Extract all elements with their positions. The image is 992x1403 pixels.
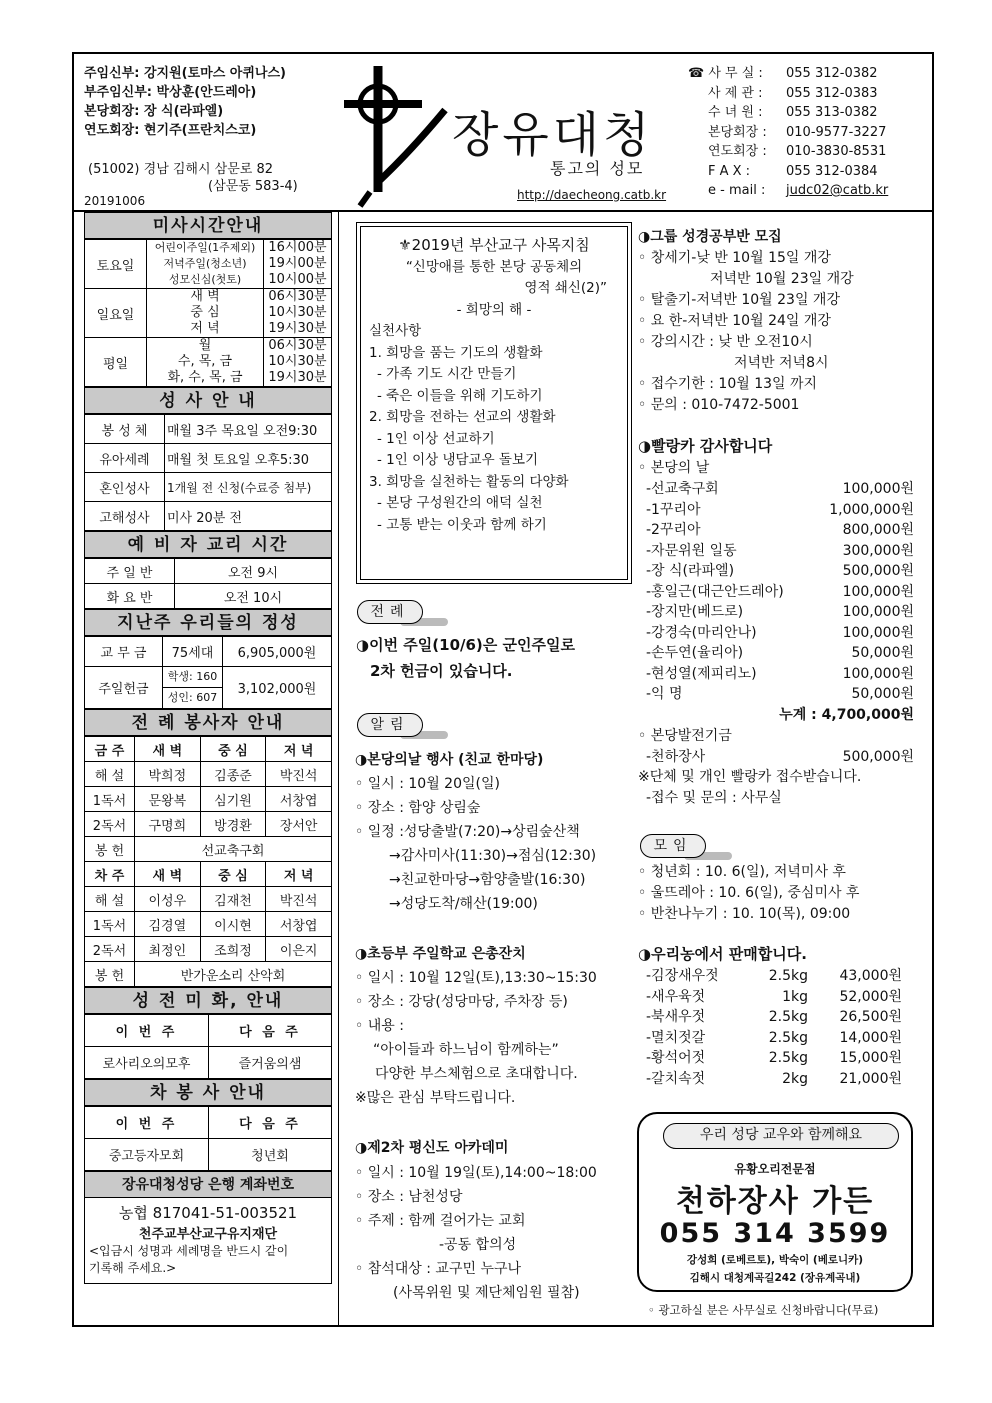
volunteer: 김재천 <box>200 887 266 912</box>
practice-item: 3. 희망을 실천하는 활동의 다양화 <box>369 473 569 490</box>
donation-amount: 100,000원 <box>842 624 914 641</box>
contact-value: 055 313-0382 <box>786 105 878 120</box>
notice-line: ◦ 일시 : 10월 20일(일) <box>355 776 500 792</box>
military-sunday-notice: 2차 헌금이 있습니다. <box>370 662 513 680</box>
email-link[interactable]: judc02@catb.kr <box>786 183 889 198</box>
donation-row <box>638 561 914 582</box>
meeting-line: ◦ 반찬나누기 : 10. 10(목), 09:00 <box>638 906 851 922</box>
practice-item: - 본당 구성원간의 애덕 실천 <box>377 495 543 511</box>
sacrament-value: 매월 3주 목요일 오전9:30 <box>165 415 332 444</box>
notice-line: 다양한 부스체험으로 초대합니다. <box>375 1066 578 1082</box>
contact-value: 055 312-0383 <box>786 85 878 101</box>
notice-line: ◦ 탈출기-저녁반 10월 23일 개강 <box>638 292 840 308</box>
product-weight: 2.5kg <box>768 1009 808 1025</box>
col-header: 저 녁 <box>266 862 332 887</box>
liturgy-tag: 전례 <box>357 600 423 624</box>
farm-item <box>638 966 908 987</box>
donor: -자문위원 일동 <box>646 542 737 559</box>
practice-item: - 1인 이상 선교하기 <box>377 430 495 447</box>
pastoral-heading <box>369 235 619 257</box>
mass-day: 평일 <box>85 338 147 387</box>
mass-name: 저녁주일(청소년) <box>163 257 247 270</box>
flowers-title: 성 전 미 화, 안내 <box>84 987 332 1014</box>
mass-time: 16시00분 <box>268 240 327 255</box>
donor: -홍일근(대근안드레아) <box>646 583 784 600</box>
fund-subtitle: ◦ 본당발전기금 <box>638 727 732 744</box>
product-name: -북새우젓 <box>646 1009 706 1025</box>
notice-line: (사목위원 및 제단체임원 필참) <box>393 1285 580 1301</box>
week-label: 차 주 <box>85 862 135 887</box>
notice-line: 저녁반 저녁8시 <box>734 355 829 371</box>
contact-label: ☎ 사 무 실 : <box>688 66 763 81</box>
pastor-line: 부주임신부: 박상훈(안드레아) <box>84 85 257 100</box>
farm-item <box>638 1048 908 1069</box>
notice-line: ◦ 일시 : 10월 19일(토),14:00~18:00 <box>355 1165 597 1181</box>
product-name: -황석어젓 <box>646 1050 706 1066</box>
military-sunday-notice: ◑이번 주일(10/6)은 군인주일로 <box>356 636 575 654</box>
ad-owners: 강성희 (로베르토), 박숙이 (베로니카) <box>686 1254 864 1266</box>
flowers-table <box>84 1014 332 1079</box>
product-weight: 2.5kg <box>768 1029 808 1046</box>
donation-amount: 500,000원 <box>842 563 914 579</box>
sacrament-table <box>84 414 332 531</box>
mass-time: 19시00분 <box>268 256 327 271</box>
column-divider <box>338 210 339 1327</box>
notice-line: ◦ 문의 : 010-7472-5001 <box>638 397 800 413</box>
parking-title: 차 봉 사 안내 <box>84 1079 332 1106</box>
farm-item <box>638 1069 908 1090</box>
role-label: 해 설 <box>85 762 135 787</box>
practice-item: - 가족 기도 시간 만들기 <box>377 366 517 382</box>
volunteer: 문왕복 <box>135 787 201 812</box>
mass-time: 10시30분 <box>268 354 327 369</box>
role-label: 해 설 <box>85 887 135 912</box>
donation-section <box>638 434 914 809</box>
donor: -2꾸리아 <box>646 522 701 538</box>
donation-total: 누계 : 4,700,000원 <box>779 706 914 723</box>
notice-title: ◑초등부 주일학교 은총잔치 <box>355 946 526 962</box>
donation-subtitle: ◦ 본당의 날 <box>638 460 710 476</box>
bank-title: 장유대청성당 은행 계좌번호 <box>84 1171 332 1198</box>
student-count: 학생: 160 <box>163 667 222 688</box>
practice-item: 2. 희망을 전하는 선교의 생활화 <box>369 409 556 425</box>
advertisement-box <box>637 1112 913 1292</box>
col-header: 새 벽 <box>135 737 201 762</box>
mass-title: 미사시간안내 <box>84 212 332 239</box>
contact-values <box>786 64 888 201</box>
donor: -현성열(제피리노) <box>646 665 757 682</box>
product-price: 52,000원 <box>839 988 902 1005</box>
volunteer: 이성우 <box>135 887 201 912</box>
notice-line: 저녁반 10월 23일 개강 <box>710 271 854 287</box>
ad-note: ◦ 광고하실 분은 사무실로 신청바랍니다(무료) <box>648 1303 879 1317</box>
this-week-header: 이 번 주 <box>85 1107 209 1139</box>
volunteer: 박진석 <box>266 887 332 912</box>
ad-type: 유황오리전문점 <box>734 1162 816 1176</box>
donation-amount: 50,000원 <box>851 686 914 702</box>
role-label: 2독서 <box>85 937 135 962</box>
mass-name: 성모신심(첫토) <box>168 273 242 286</box>
bank-account: 농협 817041-51-003521 <box>118 1204 298 1222</box>
offertory-group: 반가운소리 산악회 <box>135 962 332 987</box>
donation-row <box>638 684 914 705</box>
liturgy-table <box>84 736 332 987</box>
role-label: 1독서 <box>85 787 135 812</box>
meeting-line: ◦ 청년회 : 10. 6(일), 저녁미사 후 <box>638 864 846 880</box>
donation-row <box>638 602 914 623</box>
mass-name: 수, 목, 금 <box>177 354 233 369</box>
notice-line: ◦ 강의시간 : 낮 반 오전10시 <box>638 334 813 350</box>
product-price: 43,000원 <box>839 968 902 984</box>
volunteer: 최정인 <box>135 937 201 962</box>
sacrament-value: 1개월 전 신청(수료증 첨부) <box>165 473 332 502</box>
practice-item: - 1인 이상 냉담교우 돌보기 <box>377 452 539 468</box>
catechumen-title: 예 비 자 교리 시간 <box>84 531 332 558</box>
practice-item: - 죽은 이들을 위해 기도하기 <box>377 387 543 404</box>
donation-row <box>638 747 914 768</box>
sunday-offering-label: 주일헌금 <box>85 667 163 709</box>
tithe-count: 75세대 <box>163 637 223 667</box>
ad-address: 김해시 대청계곡길242 (장유계곡내) <box>689 1272 861 1284</box>
class-label: 화 요 반 <box>85 584 175 609</box>
col-header: 새 벽 <box>135 862 201 887</box>
parking-table <box>84 1106 332 1171</box>
product-price: 21,000원 <box>839 1070 902 1087</box>
donor: -장 식(라파엘) <box>646 563 735 579</box>
product-weight: 2.5kg <box>768 968 808 984</box>
contact-labels <box>688 64 767 201</box>
donor: -강경숙(마리안나) <box>646 624 757 641</box>
donor: -익 명 <box>646 686 683 702</box>
volunteer: 조희정 <box>200 937 266 962</box>
meeting-line: ◦ 울뜨레아 : 10. 6(일), 중심미사 후 <box>638 885 860 901</box>
contact-label: 연도회장 : <box>708 144 767 159</box>
donation-row <box>638 500 914 521</box>
offering-table <box>84 636 332 709</box>
contact-label: F A X : <box>708 163 751 179</box>
mass-day: 토요일 <box>85 240 147 289</box>
donation-amount: 1,000,000원 <box>829 501 914 518</box>
address-line: (51002) 경남 김해시 삼문로 82 <box>88 162 274 177</box>
notice-title: ◑우리농에서 판매합니다. <box>638 945 807 963</box>
pastoral-quote: 영적 쇄신(2)” <box>524 280 607 296</box>
adult-count: 성인: 607 <box>167 691 218 704</box>
mass-time: 06시30분 <box>268 289 327 304</box>
bank-box <box>84 1198 332 1284</box>
mass-time: 19시30분 <box>268 370 327 385</box>
mass-time: 10시00분 <box>268 272 327 287</box>
notice-line: ◦ 일시 : 10월 12일(토),13:30~15:30 <box>355 970 597 986</box>
ad-phone[interactable]: 055 314 3599 <box>659 1218 891 1249</box>
volunteer: 서창엽 <box>266 787 332 812</box>
mass-day: 일요일 <box>85 289 147 338</box>
volunteer: 장서안 <box>266 812 332 837</box>
product-weight: 1kg <box>782 988 808 1005</box>
class-label: 주 일 반 <box>85 559 175 584</box>
notice-line: →성당도착/해산(19:00) <box>389 896 538 912</box>
sacrament-value: 미사 20분 전 <box>165 502 332 531</box>
farm-sale-section <box>638 942 908 1089</box>
catechumen-table <box>84 558 332 609</box>
notice-title: ◑제2차 평신도 아카데미 <box>355 1140 509 1156</box>
notice-line: ◦ 일정 :성당출발(7:20)→상림숲산책 <box>355 824 580 840</box>
volunteer: 김경열 <box>135 912 201 937</box>
donor: -천하장사 <box>646 748 706 765</box>
meeting-tag: 모임 <box>640 834 706 858</box>
sacrament-label: 유아세례 <box>85 444 165 473</box>
homepage-link[interactable]: http://daecheong.catb.kr <box>517 188 667 202</box>
mass-table <box>84 239 332 387</box>
mass-time: 06시30분 <box>268 338 327 353</box>
product-name: -김장새우젓 <box>646 968 719 984</box>
mass-name: 저 녁 <box>190 321 220 336</box>
this-week-header: 이 번 주 <box>85 1015 209 1047</box>
ad-shop-name: 천하장사 가든 <box>675 1184 875 1219</box>
pastor-line: 연도회장: 현기주(프란치스코) <box>84 123 257 138</box>
notice-line: →친교한마당→함양출발(16:30) <box>389 872 586 888</box>
practice-item: - 고통 받는 이웃과 함께 하기 <box>377 516 547 533</box>
donation-note: -접수 및 문의 : 사무실 <box>646 790 782 806</box>
notice-line: ◦ 장소 : 함양 상림숲 <box>355 800 481 816</box>
notice-title: ◑그룹 성경공부반 모집 <box>638 229 782 245</box>
donor: -1꾸리아 <box>646 501 701 518</box>
parking-group: 청년회 <box>209 1139 332 1171</box>
notice-title: ◑본당의날 행사 (친교 한마당) <box>355 752 544 768</box>
donation-amount: 100,000원 <box>842 604 914 620</box>
donation-amount: 500,000원 <box>842 748 914 765</box>
contact-label: 본당회장 : <box>708 124 767 140</box>
diocese-emblem-icon: ⚜ <box>398 236 412 254</box>
parking-group: 중고등자모회 <box>85 1139 209 1171</box>
donation-amount: 50,000원 <box>851 645 914 661</box>
left-column <box>84 212 332 1284</box>
product-price: 15,000원 <box>839 1050 902 1066</box>
notice-line: ◦ 요 한-저녁반 10월 24일 개강 <box>638 313 831 329</box>
notice-line: →감사미사(11:30)→점심(12:30) <box>389 848 597 864</box>
pastor-list <box>84 64 286 140</box>
donation-note: ※단체 및 개인 빨랑카 접수받습니다. <box>638 769 862 785</box>
sacrament-label: 봉 성 체 <box>85 415 165 444</box>
product-name: -새우육젓 <box>646 988 706 1005</box>
volunteer: 심기원 <box>200 787 266 812</box>
practice-item: 1. 희망을 품는 기도의 생활화 <box>369 344 543 361</box>
pastoral-guideline-box <box>356 222 632 584</box>
farm-item <box>638 987 908 1008</box>
flowers-group: 로사리오의모후 <box>85 1047 209 1079</box>
contact-value: 055 312-0384 <box>786 163 878 179</box>
next-week-header: 다 음 주 <box>209 1015 332 1047</box>
product-price: 26,500원 <box>839 1009 902 1025</box>
offertory-group: 선교축구회 <box>135 837 332 862</box>
contact-label: 사 제 관 : <box>708 85 763 101</box>
bank-note: 기록해 주세요.> <box>89 1261 177 1275</box>
product-price: 14,000원 <box>839 1029 902 1046</box>
liturgy-title: 전 례 봉사자 안내 <box>84 709 332 736</box>
pastoral-quote: “신망애를 통한 본당 공동체의 <box>405 258 583 275</box>
account-holder: 천주교부산교구유지재단 <box>138 1227 278 1242</box>
tithe-label: 교 무 금 <box>85 637 163 667</box>
farm-item <box>638 1007 908 1028</box>
sacrament-label: 혼인성사 <box>85 473 165 502</box>
cross-logo-icon <box>340 62 450 210</box>
address-line: (삼문동 583-4) <box>208 179 298 194</box>
academy-notice <box>355 1136 597 1305</box>
volunteer: 서창엽 <box>266 912 332 937</box>
donor: -선교축구회 <box>646 481 719 497</box>
meeting-list <box>638 862 859 925</box>
notice-line: ◦ 참석대상 : 교구민 누구나 <box>355 1261 522 1277</box>
col-header: 중 심 <box>200 862 266 887</box>
contact-value: 010-9577-3227 <box>786 124 887 140</box>
product-name: -멸치젓갈 <box>646 1029 706 1046</box>
issue-date: 20191006 <box>84 194 146 208</box>
donation-row <box>638 643 914 664</box>
donation-row <box>638 664 914 685</box>
product-weight: 2.5kg <box>768 1050 808 1066</box>
class-time: 오전 9시 <box>175 559 332 584</box>
pastoral-heading-text: 2019년 부산교구 사목지침 <box>411 236 590 254</box>
contact-value: 010-3830-8531 <box>786 144 887 159</box>
week-label: 금 주 <box>85 737 135 762</box>
notice-line: ◦ 접수기한 : 10월 13일 까지 <box>638 376 818 392</box>
notice-line: “아이들과 하느님이 함께하는” <box>373 1042 559 1058</box>
mass-name: 새 벽 <box>190 289 220 304</box>
volunteer: 박진석 <box>266 762 332 787</box>
class-time: 오전 10시 <box>175 584 332 609</box>
role-label: 봉 헌 <box>85 962 135 987</box>
col-header: 중 심 <box>200 737 266 762</box>
volunteer: 이은지 <box>266 937 332 962</box>
volunteer: 김종준 <box>200 762 266 787</box>
sacrament-value: 매월 첫 토요일 오후5:30 <box>165 444 332 473</box>
bulletin-subtitle: 통고의 성모 <box>550 159 645 178</box>
notice-line: ※많은 관심 부탁드립니다. <box>355 1090 516 1106</box>
donor: -손두연(율리아) <box>646 645 744 661</box>
notice-tag: 알림 <box>357 713 423 737</box>
donation-amount: 100,000원 <box>842 481 914 497</box>
donor: -장지만(베드로) <box>646 604 744 620</box>
donation-row <box>638 623 914 644</box>
contact-label: e - mail : <box>708 183 766 198</box>
role-label: 2독서 <box>85 812 135 837</box>
sacrament-label: 고해성사 <box>85 502 165 531</box>
notice-line: ◦ 내용 : <box>355 1018 404 1034</box>
col-header: 저 녁 <box>266 737 332 762</box>
notice-line: ◦ 창세기-낮 반 10월 15일 개강 <box>638 250 831 266</box>
volunteer: 이시현 <box>200 912 266 937</box>
donation-amount: 300,000원 <box>842 542 914 559</box>
product-weight: 2kg <box>782 1070 808 1087</box>
notice-line: -공동 합의성 <box>439 1237 517 1253</box>
mass-time: 10시30분 <box>268 305 327 320</box>
role-label: 1독서 <box>85 912 135 937</box>
sacrament-title: 성 사 안 내 <box>84 387 332 414</box>
parish-day-notice <box>355 748 596 916</box>
donation-row <box>638 479 914 500</box>
volunteer: 구명희 <box>135 812 201 837</box>
bank-note: <입금시 성명과 세례명을 반드시 같이 <box>89 1244 289 1258</box>
mass-name: 중 심 <box>190 305 220 320</box>
donation-amount: 800,000원 <box>842 522 914 538</box>
mass-name: 월 <box>198 338 212 353</box>
next-week-header: 다 음 주 <box>209 1107 332 1139</box>
practice-heading: 실천사항 <box>369 323 422 339</box>
sunday-school-notice <box>355 942 597 1110</box>
ad-banner: 우리 성당 교우와 함께해요 <box>663 1123 899 1149</box>
flowers-group: 즐거움의샘 <box>209 1047 332 1079</box>
pastor-line: 주임신부: 강지원(토마스 아퀴나스) <box>84 66 286 81</box>
pastoral-theme: - 희망의 해 - <box>456 301 532 318</box>
mass-name: 어린이주일(1주제외) <box>154 241 256 254</box>
contact-label: 수 녀 원 : <box>708 105 763 120</box>
bulletin-title: 장유대청 <box>452 107 654 163</box>
role-label: 봉 헌 <box>85 837 135 862</box>
offering-title: 지난주 우리들의 정성 <box>84 609 332 636</box>
product-name: -갈치속젓 <box>646 1070 706 1087</box>
sunday-amount: 3,102,000원 <box>223 667 332 709</box>
notice-line: ◦ 장소 : 강당(성당마당, 주차장 등) <box>355 994 568 1010</box>
donation-amount: 100,000원 <box>842 665 914 682</box>
pastor-line: 본당회장: 장 식(라파엘) <box>84 104 224 119</box>
donation-row <box>638 541 914 562</box>
donation-row <box>638 520 914 541</box>
tithe-amount: 6,905,000원 <box>223 637 332 667</box>
notice-line: ◦ 장소 : 남천성당 <box>355 1189 463 1205</box>
volunteer: 박희정 <box>135 762 201 787</box>
donation-amount: 100,000원 <box>842 583 914 600</box>
notice-line: ◦ 주제 : 함께 걸어가는 교회 <box>355 1213 526 1229</box>
bible-study-notice <box>638 226 854 416</box>
mass-name: 화, 수, 목, 금 <box>167 370 243 385</box>
contact-value: 055 312-0382 <box>786 66 878 81</box>
donation-row <box>638 582 914 603</box>
notice-title: ◑빨랑카 감사합니다 <box>638 437 773 455</box>
mass-time: 19시30분 <box>268 321 327 336</box>
volunteer: 방경환 <box>200 812 266 837</box>
farm-item <box>638 1028 908 1049</box>
